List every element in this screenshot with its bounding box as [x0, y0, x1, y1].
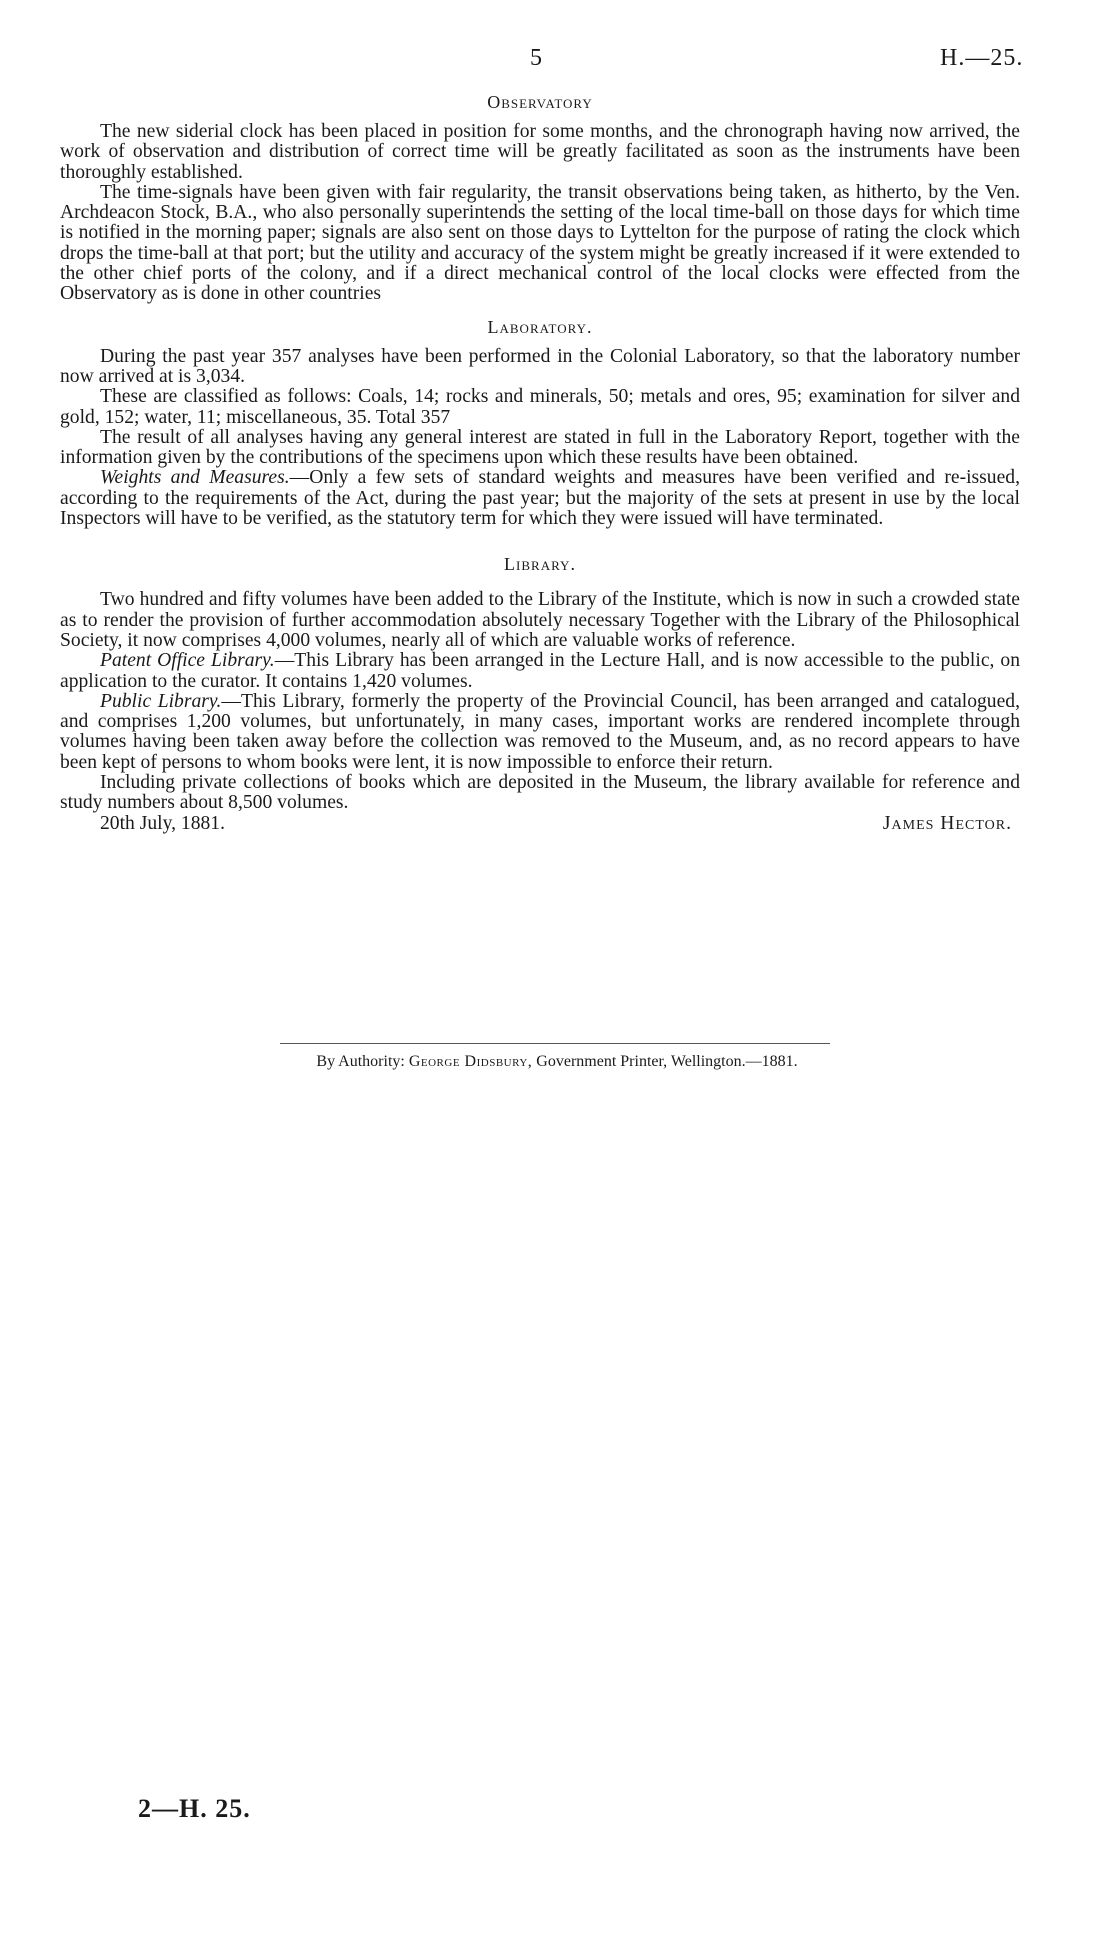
patent-library-paragraph — [60, 651, 1020, 692]
imprint-rule — [280, 1043, 830, 1044]
laboratory-heading: Laboratory. — [487, 316, 593, 337]
patent-library-label: Patent Office Library. — [100, 650, 275, 672]
laboratory-paragraph-2: These are classified as follows: Coals, 14; rocks and minerals, 50; metals and ores, 95; examination for silver and gold, 152; water, 11; miscellaneous, 35. Total 357 — [60, 386, 1020, 428]
weights-label: Weights and Measures. — [100, 467, 290, 489]
document-id: H.—25. — [940, 45, 1024, 71]
observatory-paragraph-1: The new siderial clock has been placed in position for some months, and the chronograph having now arrived, the work of observation and distribution of correct time will be greatly facilitated as soon as the instruments have been thoroughly established. — [60, 121, 1020, 183]
observatory-paragraph-2: The time-signals have been given with fair regularity, the transit observations being taken, as hitherto, by the Ven. Archdeacon Stock, B.A., who also personally superintends the setting of the local time-ball on those days for which time is notified in the morning paper; signals are also sent on those days to Lyttelton for the purpose of rating the clock which drops the time-ball at that port; but the utility and accuracy of the system might be greatly increased if it were extended to the other chief ports of the colony, and if a direct mechanical control of the local clocks were effected from the Observatory as is done in other countries — [60, 181, 1020, 305]
public-library-paragraph — [60, 692, 1020, 773]
report-date: 20th July, 1881. — [100, 812, 226, 834]
library-paragraph-last: Including private collections of books which are deposited in the Museum, the library available for reference and study numbers about 8,500 volumes. — [60, 772, 1020, 814]
public-library-label: Public Library. — [100, 690, 222, 712]
imprint-printer: George Didsbury, — [408, 1053, 533, 1070]
signature: James Hector. — [882, 812, 1012, 834]
library-heading: Library. — [504, 554, 576, 575]
closing-row — [60, 814, 1020, 834]
observatory-heading: Observatory — [487, 92, 593, 112]
imprint-prefix: By Authority: — [316, 1053, 405, 1070]
laboratory-paragraph-3: The result of all analyses having any general interest are stated in full in the Laboratory Report, together with the information given by the contributions of the specimens upon which these results have been obtained. — [60, 426, 1020, 469]
patent-library-text: —This Library has been arranged in the Lecture Hall, and is now accessible to the public, on application to the curator. It contains 1,420 volumes. — [60, 650, 1020, 692]
sheet-signature-mark: 2—H. 25. — [138, 1794, 251, 1823]
page-number: 5 — [530, 45, 542, 71]
printer-imprint — [0, 1053, 1114, 1071]
weights-text: —Only a few sets of standard weights and measures have been verified and re-issued, according to the requirements of the Act, during the past year; but the majority of the sets at present in use by the local Inspectors will have to be verified, as the statutory term for which they were issued will have terminated. — [60, 467, 1020, 530]
public-library-text: —This Library, formerly the property of the Provincial Council, has been arranged and catalogued, and comprises 1,200 volumes, but unfortunately, in many cases, important works are rendered incomplete through volumes having been taken away before the collection was removed to the Museum, and, as no record appears to have been kept of persons to whom books were lent, it is now impossible to enforce their return. — [60, 690, 1020, 773]
weights-paragraph — [60, 468, 1020, 529]
library-paragraph-1: Two hundred and fifty volumes have been added to the Library of the Institute, which is now in such a crowded state as to render the provision of further accommodation absolutely necessary Together with the Library of the Philosophical Society, it now comprises 4,000 volumes, nearly all of which are valuable works of reference. — [60, 589, 1020, 651]
report-body — [60, 92, 1020, 834]
laboratory-paragraph-1: During the past year 357 analyses have been performed in the Colonial Laboratory, so that the laboratory number now arrived at is 3,034. — [60, 345, 1020, 387]
imprint-suffix: Government Printer, Wellington.—1881. — [536, 1053, 798, 1070]
